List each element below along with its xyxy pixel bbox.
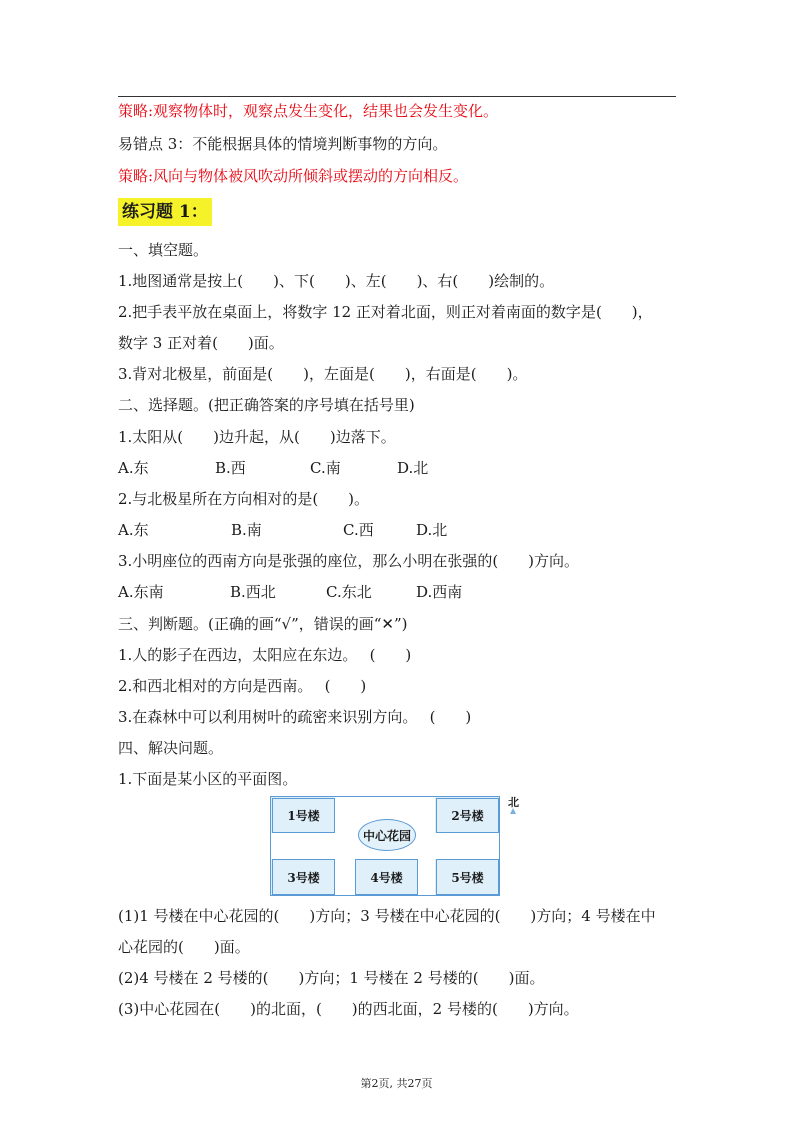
choice-q1-option-b: B.西 [215, 459, 246, 477]
fill-q3: 3.背对北极星，前面是( )，左面是( )，右面是( )。 [118, 365, 528, 383]
strategy-2: 策略:风向与物体被风吹动所倾斜或摆动的方向相反。 [118, 167, 469, 185]
section-3-title: 三、判断题。(正确的画“√”，错误的画“✕”) [118, 615, 408, 633]
page-number: 第2页, 共27页 [360, 1077, 433, 1090]
choice-q3-option-b: B.西北 [230, 583, 276, 601]
strategy-1: 策略:观察物体时，观察点发生变化，结果也会发生变化。 [118, 102, 499, 120]
choice-q2-option-b: B.南 [231, 521, 262, 539]
choice-q1-option-d: D.北 [397, 459, 429, 477]
north-arrow-icon [510, 808, 516, 814]
solve-p3: (3)中心花园在( )的北面，( )的西北面，2 号楼的( )方向。 [118, 1000, 579, 1018]
exercise-title: 练习题 1： [118, 198, 212, 226]
choice-q1-option-a: A.东 [118, 459, 149, 477]
building-3: 3号楼 [272, 859, 335, 895]
pitfall-3: 易错点 3：不能根据具体的情境判断事物的方向。 [118, 135, 448, 153]
choice-q1-option-c: C.南 [310, 459, 341, 477]
header-rule [118, 96, 676, 97]
judge-q1: 1.人的影子在西边，太阳应在东边。 ( ) [118, 646, 412, 664]
fill-q2-line1: 2.把手表平放在桌面上，将数字 12 正对着北面，则正对着南面的数字是( )， [118, 303, 653, 321]
judge-q2: 2.和西北相对的方向是西南。 ( ) [118, 677, 367, 695]
choice-q3-option-a: A.东南 [118, 583, 164, 601]
community-map [270, 796, 500, 896]
fill-q2-line2: 数字 3 正对着( )面。 [118, 334, 284, 352]
choice-q3-option-d: D.西南 [416, 583, 463, 601]
north-label: 北 [508, 796, 519, 809]
judge-q3: 3.在森林中可以利用树叶的疏密来识别方向。 ( ) [118, 708, 472, 726]
solve-p1-line2: 心花园的( )面。 [118, 938, 250, 956]
fill-q1: 1.地图通常是按上( )、下( )、左( )、右( )绘制的。 [118, 272, 555, 290]
building-2: 2号楼 [436, 798, 499, 833]
choice-q2-option-a: A.东 [118, 521, 149, 539]
choice-q2: 2.与北极星所在方向相对的是( )。 [118, 490, 370, 508]
choice-q2-option-d: D.北 [416, 521, 448, 539]
solve-q1: 1.下面是某小区的平面图。 [118, 770, 298, 788]
building-1: 1号楼 [272, 798, 335, 833]
building-4: 4号楼 [355, 859, 418, 895]
choice-q3: 3.小明座位的西南方向是张强的座位，那么小明在张强的( )方向。 [118, 552, 580, 570]
solve-p1-line1: (1)1 号楼在中心花园的( )方向；3 号楼在中心花园的( )方向；4 号楼在中 [118, 907, 656, 925]
section-2-title: 二、选择题。(把正确答案的序号填在括号里) [118, 396, 415, 414]
building-5: 5号楼 [436, 859, 499, 895]
central-garden: 中心花园 [358, 819, 416, 851]
choice-q3-option-c: C.东北 [326, 583, 372, 601]
section-1-title: 一、填空题。 [118, 241, 209, 259]
choice-q1: 1.太阳从( )边升起，从( )边落下。 [118, 428, 396, 446]
section-4-title: 四、解决问题。 [118, 739, 224, 757]
choice-q2-option-c: C.西 [343, 521, 374, 539]
solve-p2: (2)4 号楼在 2 号楼的( )方向；1 号楼在 2 号楼的( )面。 [118, 969, 545, 987]
